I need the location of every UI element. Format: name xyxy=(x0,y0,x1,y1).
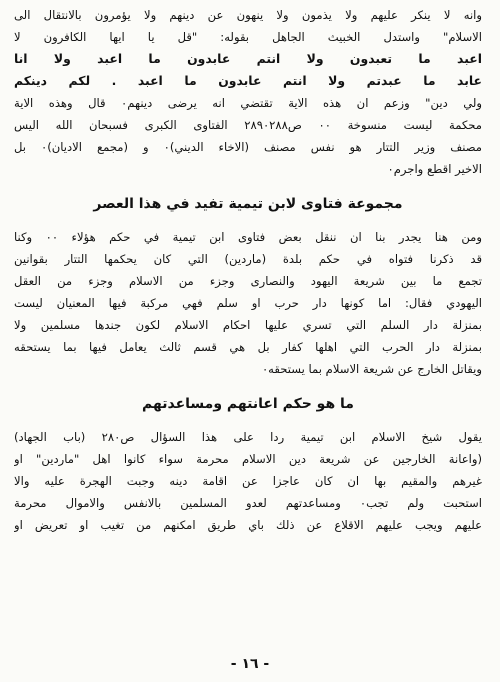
page-content xyxy=(14,4,482,536)
text-line: قد ذكرنا فتواه في حكم بلدة (ماردين) التي كان يحكمها التتار بقوانين xyxy=(14,252,482,266)
quran-quote-line: اعبد ما تعبدون ولا انتم عابدون ما اعبد ولا انا xyxy=(14,51,482,66)
text-line: محكمة ليست منسوخة ٠٠ ص٢٨٩٠٢٨٨ الفتاوى الكبرى فسبحان الله اليس xyxy=(14,118,482,132)
text-line: ولي دين" وزعم ان هذه الاية تقتضي انه يرضى دينهم٠ قال وهذه الاية xyxy=(14,96,482,110)
text-line: عليهم ويجب عليهم الاقلاع عن ذلك باي طريق امكنهم من تغيب او تعريض او xyxy=(14,518,482,532)
text-line: (واعانة الخارجين عن شريعة دين الاسلام محرمة سواء كانوا اهل "ماردين" او xyxy=(14,452,482,466)
text-line: غيرهم والمقيم بها ان كان عاجزا عن اقامة دينه وجبت الهجرة عليه والا xyxy=(14,474,482,488)
text-line: وانه لا ينكر عليهم ولا يذمون ولا ينهون عن دينهم ولا يؤمرون بالانتقال الى xyxy=(14,8,482,22)
paragraph-3 xyxy=(14,426,482,536)
text-line: استحبت ولم تجب٠ ومساعدتهم لعدو المسلمين بالانفس والاموال محرمة xyxy=(14,496,482,510)
paragraph-1 xyxy=(14,4,482,180)
text-line: يقول شيخ الاسلام ابن تيمية ردا على هذا السؤال ص٢٨٠ (باب الجهاد) xyxy=(14,430,482,444)
text-line: ويقاتل الخارج عن شريعة الاسلام بما يستحقه٠ xyxy=(261,362,482,376)
paragraph-2 xyxy=(14,226,482,380)
text-line: ومن هنا يجدر بنا ان ننقل بعض فتاوى ابن تيمية في حكم هؤلاء ٠٠ وكنا xyxy=(14,230,482,244)
page-number: - ١٦ - xyxy=(230,656,270,672)
text-line: اليهودي فقال: اما كونها دار حرب او سلم فهي مركبة فيها المعنيان ليست xyxy=(14,296,482,310)
text-line: مصنف وزير التتار هو نفس مصنف (الاخاء الديني)٠ و (مجمع الاديان)٠ بل xyxy=(14,140,482,154)
text-line: الاخير اقطع واجرم٠ xyxy=(387,162,482,176)
section-heading-fatawa: مجموعة فتاوى لابن تيمية تفيد في هذا العصر xyxy=(93,196,403,212)
text-line: تجمع ما بين شريعة اليهود والنصارى وجزء من الاسلام وجزء من العقل xyxy=(14,274,482,288)
quran-quote-line: عابد ما عبدتم ولا انتم عابدون ما اعبد . لكم دينكم xyxy=(14,73,482,88)
text-line: بمنزلة دار السلم التي تسري عليها احكام الاسلام لكون جندها مسلمين ولا xyxy=(14,318,482,332)
text-line: بمنزلة دار الحرب التي اهلها كفار بل هي قسم ثالث يعامل فيها بما يستحقه xyxy=(14,340,482,354)
text-line: الاسلام" واستدل الخبيث الجاهل بقوله: "قل يا ايها الكافرون لا xyxy=(14,30,482,44)
section-heading-assistance: ما هو حكم اعانتهم ومساعدتهم xyxy=(142,396,354,412)
